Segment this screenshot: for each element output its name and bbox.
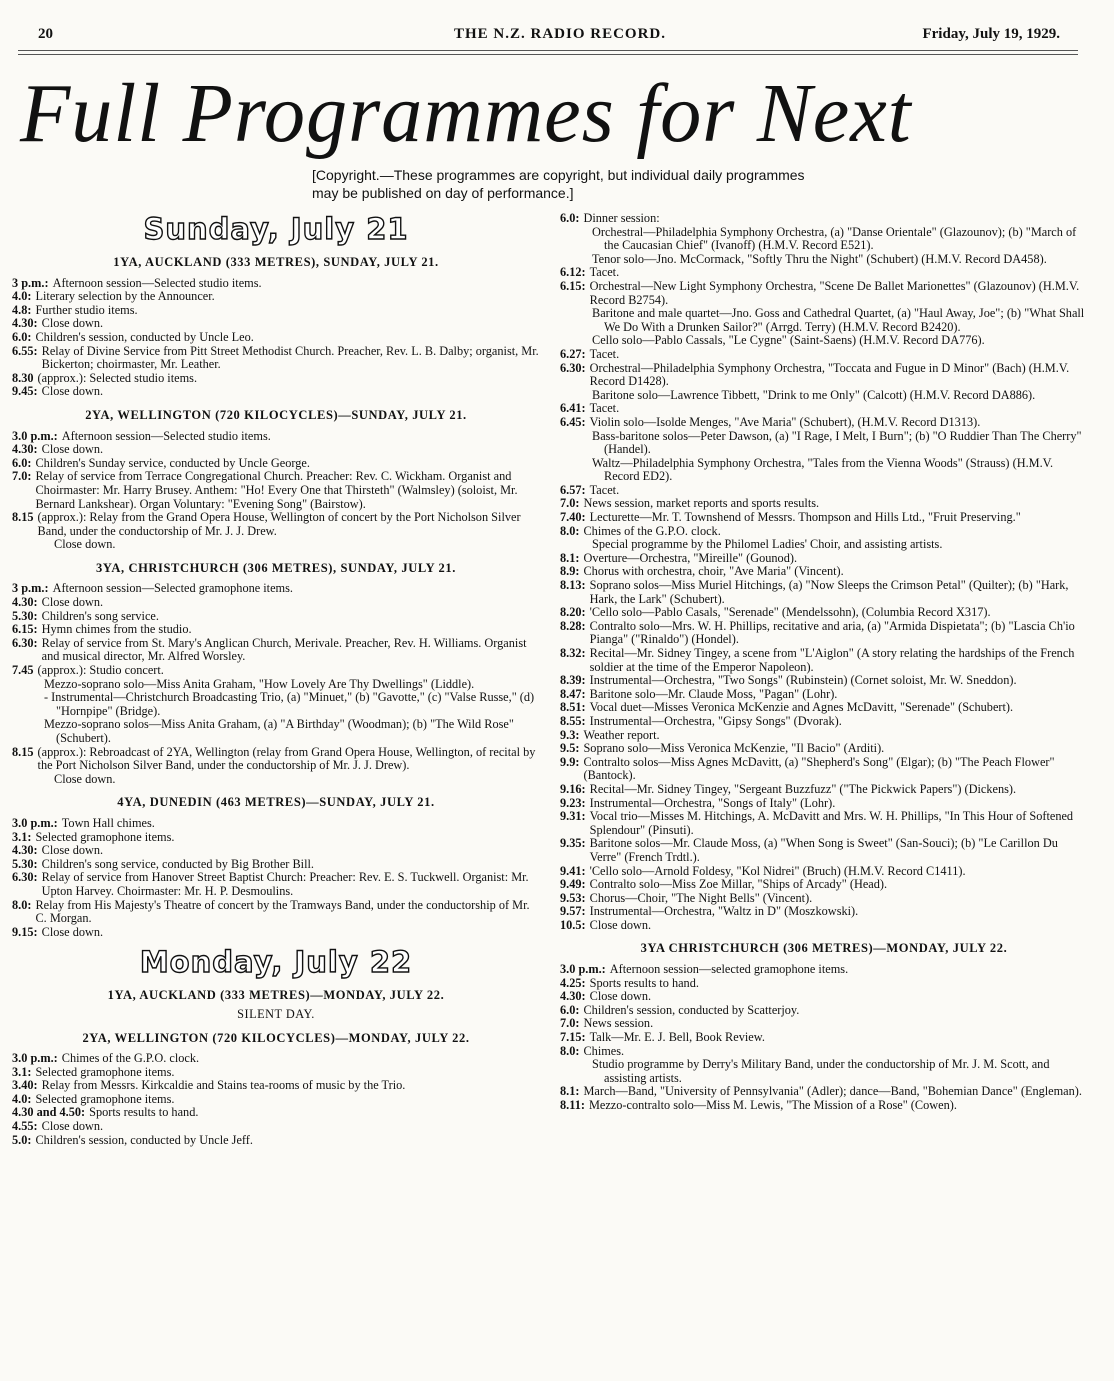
station-schedule <box>12 817 540 939</box>
schedule-time: 6.57: <box>560 482 586 497</box>
schedule-text: (approx.): Selected studio items. <box>37 370 198 385</box>
schedule-item <box>560 266 1088 280</box>
schedule-time: 5.30: <box>12 856 38 871</box>
schedule-line: Close down. <box>54 771 116 786</box>
schedule-time: 9.53: <box>560 890 586 905</box>
schedule-text: News session, market reports and sports results. <box>583 496 820 511</box>
programme-subitem: - Instrumental—Christchurch Broadcasting Trio, (a) "Minuet," (b) "Gavotte," (c) "Valse Russe," (d) "Hornpipe" (Bridge). <box>44 690 535 718</box>
station-title: 3YA, CHRISTCHURCH (306 METRES), SUNDAY, JULY 21. <box>96 560 456 575</box>
programme-subitem: Studio programme by Derry's Military Band, under the conductorship of Mr. J. M. Scott, and assisting artists. <box>592 1057 1050 1085</box>
station-title: 1YA, AUCKLAND (333 METRES)—MONDAY, JULY 22. <box>107 988 445 1003</box>
schedule-text: Selected gramophone items. <box>35 829 175 844</box>
schedule-time: 6.15: <box>560 278 586 293</box>
schedule-item <box>12 470 540 511</box>
programme-subitem: Bass-baritone solos—Peter Dawson, (a) "I Rage, I Melt, I Burn"; (b) "O Ruddier Than The Cherry" (Handel). <box>592 428 1082 457</box>
schedule-time: 5.30: <box>12 608 38 623</box>
schedule-text: Chimes of the G.P.O. clock. <box>583 523 721 538</box>
schedule-item <box>560 525 1088 539</box>
station-title: 2YA, WELLINGTON (720 KILOCYCLES)—MONDAY, JULY 22. <box>82 1030 470 1045</box>
station-schedule <box>560 402 1088 429</box>
schedule-time: 8.15 <box>12 744 34 759</box>
schedule-time: 9.49: <box>560 877 586 892</box>
programme-sublist <box>560 1058 1088 1085</box>
schedule-item <box>560 511 1088 525</box>
schedule-item <box>560 963 1088 977</box>
schedule-text: Lecturette—Mr. T. Townshend of Messrs. Thompson and Hills Ltd., "Fruit Preserving." <box>589 510 1021 525</box>
schedule-text: Tacet. <box>589 482 620 497</box>
schedule-time: 7.45 <box>12 663 34 678</box>
schedule-time: 9.35: <box>560 836 586 851</box>
schedule-time: 6.41: <box>560 401 586 416</box>
schedule-time: 7.0: <box>560 1016 580 1031</box>
schedule-item <box>560 715 1088 729</box>
station-schedule <box>12 1052 540 1147</box>
schedule-time: 9.16: <box>560 781 586 796</box>
page-title: Full Programmes for Next <box>20 67 912 160</box>
schedule-item <box>12 637 540 664</box>
schedule-text: Soprano solo—Miss Veronica McKenzie, "Il Bacio" (Arditi). <box>583 741 885 756</box>
schedule-item <box>560 797 1088 811</box>
programme-subitem: Cello solo—Pablo Cassals, "Le Cygne" (Saint-Saens) (H.M.V. Record DA776). <box>592 333 985 348</box>
schedule-item <box>12 290 540 304</box>
schedule-item <box>560 1045 1088 1059</box>
schedule-item <box>560 756 1088 783</box>
copyright-notice: [Copyright.—These programmes are copyright, but individual daily programmes may be published on day of performance.] <box>312 167 805 201</box>
schedule-item <box>12 430 540 444</box>
schedule-text: Afternoon session—selected gramophone items. <box>609 962 849 977</box>
schedule-item <box>12 385 540 399</box>
schedule-time: 6.30: <box>12 635 38 650</box>
schedule-item <box>12 610 540 624</box>
schedule-item <box>560 783 1088 797</box>
schedule-item <box>12 746 540 773</box>
schedule-text: Recital—Mr. Sidney Tingey, "Sergeant Buzzfuzz" ("The Pickwick Papers") (Dickens). <box>589 781 1017 796</box>
schedule-text: Children's session, conducted by Uncle Leo. <box>35 329 254 344</box>
schedule-text: Baritone solos—Mr. Claude Moss, (a) "When Song is Sweet" (San-Souci); (b) "Le Carillon Du Verre" (French Trdtl.). <box>589 836 1058 864</box>
schedule-text: Close down. <box>589 917 652 932</box>
schedule-time: 3.1: <box>12 1064 32 1079</box>
schedule-time: 4.30: <box>12 442 38 457</box>
schedule-line: Close down. <box>54 537 116 552</box>
schedule-text: Instrumental—Orchestra, "Gipsy Songs" (Dvorak). <box>589 713 842 728</box>
station-schedule <box>560 552 1088 933</box>
schedule-text: Further studio items. <box>35 302 138 317</box>
schedule-item <box>12 304 540 318</box>
station-title: 1YA, AUCKLAND (333 METRES), SUNDAY, JULY 21. <box>113 255 439 269</box>
schedule-text: Sports results to hand. <box>589 975 699 990</box>
station-schedule <box>12 582 540 677</box>
station-schedule <box>12 746 540 773</box>
schedule-time: 10.5: <box>560 917 586 932</box>
schedule-item <box>560 674 1088 688</box>
schedule-time: 6.0: <box>560 211 580 225</box>
schedule-time: 6.45: <box>560 414 586 429</box>
station-schedule <box>560 348 1088 389</box>
schedule-item <box>12 817 540 831</box>
issue-date: Friday, July 19, 1929. <box>922 26 1060 42</box>
schedule-time: 3.1: <box>12 829 32 844</box>
schedule-text: (approx.): Studio concert. <box>37 663 164 678</box>
schedule-text: Close down. <box>41 843 104 858</box>
schedule-item <box>12 1066 540 1080</box>
schedule-item <box>560 402 1088 416</box>
header-rule-2 <box>18 54 1078 55</box>
schedule-time: 4.0: <box>12 289 32 304</box>
programme-subitem: Orchestral—Philadelphia Symphony Orchestra, (a) "Danse Orientale" (Glazounov); (b) "March of the Caucasian Chief" (Ivanoff) (H.M.V. Record E521). <box>592 224 1077 253</box>
schedule-text: Literary selection by the Announcer. <box>35 289 215 304</box>
schedule-text: Talk—Mr. E. J. Bell, Book Review. <box>589 1030 765 1045</box>
schedule-time: 4.30: <box>12 316 38 331</box>
schedule-time: 6.30: <box>560 360 586 375</box>
schedule-text: Contralto solos—Miss Agnes McDavitt, (a) "Shepherd's Song" (Elgar); (b) "The Peach Flower" (Bantock). <box>583 754 1055 783</box>
schedule-item <box>560 837 1088 864</box>
station-schedule <box>560 212 1088 226</box>
schedule-text: Afternoon session—Selected studio items. <box>61 428 271 443</box>
schedule-item <box>560 280 1088 307</box>
schedule-text: Relay of service from St. Mary's Anglican Church, Merivale. Preacher, Rev. H. Williams. Organist and musical director, Mr. Alfred Worsley. <box>41 635 527 664</box>
programme-subitem: Tenor solo—Jno. McCormack, "Softly Thru the Night" (Schubert) (H.M.V. Record DA458). <box>592 251 1047 266</box>
schedule-time: 9.5: <box>560 741 580 756</box>
schedule-text: Tacet. <box>589 401 620 416</box>
schedule-item <box>12 596 540 610</box>
schedule-item <box>12 1120 540 1134</box>
schedule-item <box>560 977 1088 991</box>
schedule-text: Relay of service from Hanover Street Baptist Church: Preacher: Rev. E. S. Tuckwell. Organist: Mr. Upton Harvey. Choirmaster: Mr. H. P. Desmoulins. <box>41 870 529 898</box>
schedule-text: Relay from Messrs. Kirkcaldie and Stains tea-rooms of music by the Trio. <box>41 1078 406 1093</box>
page-header <box>30 26 1090 48</box>
schedule-text: Contralto solo—Miss Zoe Millar, "Ships of Arcady" (Head). <box>589 877 888 892</box>
schedule-time: 9.57: <box>560 904 586 919</box>
schedule-text: Children's song service. <box>41 608 159 623</box>
schedule-item <box>560 552 1088 566</box>
schedule-text: Chimes of the G.P.O. clock. <box>61 1051 200 1066</box>
station-schedule <box>560 963 1088 1058</box>
schedule-text: Chorus with orchestra, choir, "Ave Maria" (Vincent). <box>583 564 844 579</box>
schedule-text: Children's song service, conducted by Big Brother Bill. <box>41 856 314 871</box>
schedule-item <box>12 844 540 858</box>
schedule-time: 4.30: <box>12 843 38 858</box>
schedule-item <box>12 623 540 637</box>
schedule-item <box>12 1052 540 1066</box>
schedule-text: Contralto solo—Mrs. W. H. Phillips, recitative and aria, (a) "Armida Dispietata"; (b) "Lascia Ch'io Pianga" ("Rinaldo") (Hondel). <box>589 618 1075 647</box>
schedule-item <box>12 664 540 678</box>
schedule-text: News session. <box>583 1016 654 1031</box>
schedule-time: 8.0: <box>560 523 580 538</box>
programme-subitem: Mezzo-soprano solo—Miss Anita Graham, "How Lovely Are Thy Dwellings" (Liddle). <box>44 676 475 691</box>
station-schedule <box>12 430 540 539</box>
programme-sublist <box>560 430 1088 484</box>
schedule-time: 4.30: <box>12 595 38 610</box>
schedule-text: Close down. <box>41 1119 104 1134</box>
schedule-time: 3 p.m.: <box>12 275 49 290</box>
schedule-time: 7.0: <box>560 496 580 511</box>
schedule-item <box>12 511 540 538</box>
schedule-item <box>560 606 1088 620</box>
schedule-text: Recital—Mr. Sidney Tingey, a scene from "L'Aiglon" (A story relating the hardships of the French soldier at the time of the Emperor Napoleon). <box>589 646 1075 674</box>
station-schedule <box>560 1085 1088 1112</box>
schedule-text: Soprano solos—Miss Muriel Hitchings, (a) "Now Sleeps the Crimson Petal" (Quilter); (b) "Hark, Hark, the Lark" (Schubert). <box>589 578 1069 606</box>
schedule-text: March—Band, "University of Pennsylvania" (Adler); dance—Band, "Bohemian Dance" (Engleman). <box>583 1084 1082 1099</box>
schedule-time: 8.11: <box>560 1098 585 1112</box>
right-column <box>560 212 1088 1113</box>
schedule-item <box>12 1106 540 1120</box>
programme-sublist <box>560 226 1088 267</box>
schedule-item <box>560 810 1088 837</box>
schedule-time: 8.30 <box>12 370 34 385</box>
schedule-time: 7.40: <box>560 510 586 525</box>
schedule-time: 8.55: <box>560 713 586 728</box>
programme-sublist <box>560 538 1088 552</box>
schedule-item <box>560 878 1088 892</box>
schedule-text: Mezzo-contralto solo—Miss M. Lewis, "The Mission of a Rose" (Cowen). <box>588 1098 957 1112</box>
schedule-text: Tacet. <box>589 265 620 280</box>
schedule-text: Hymn chimes from the studio. <box>41 622 192 637</box>
schedule-text: Instrumental—Orchestra, "Songs of Italy" (Lohr). <box>589 795 836 810</box>
schedule-item <box>560 416 1088 430</box>
schedule-item <box>12 871 540 898</box>
schedule-item <box>12 372 540 386</box>
schedule-item <box>560 1085 1088 1099</box>
schedule-item <box>560 497 1088 511</box>
schedule-item <box>560 1004 1088 1018</box>
schedule-text: Violin solo—Isolde Menges, "Ave Maria" (Schubert), (H.M.V. Record D1313). <box>589 414 981 429</box>
schedule-item <box>12 277 540 291</box>
schedule-item <box>560 647 1088 674</box>
schedule-time: 8.15 <box>12 510 34 525</box>
schedule-text: Sports results to hand. <box>89 1105 199 1120</box>
schedule-text: Tacet. <box>589 346 620 361</box>
station-title: 3YA CHRISTCHURCH (306 METRES)—MONDAY, JULY 22. <box>640 941 1008 956</box>
programme-subitem: Baritone solo—Lawrence Tibbett, "Drink to me Only" (Calcott) (H.M.V. Record DA886). <box>592 387 1036 402</box>
schedule-time: 9.23: <box>560 795 586 810</box>
schedule-time: 3.0 p.m.: <box>12 428 58 443</box>
page-number: 20 <box>38 26 53 42</box>
schedule-time: 8.0: <box>560 1043 580 1058</box>
station-schedule <box>560 266 1088 307</box>
schedule-time: 6.55: <box>12 343 38 358</box>
schedule-text: Chimes. <box>583 1043 625 1058</box>
schedule-text: Relay from His Majesty's Theatre of concert by the Tramways Band, under the conductorship of Mr. C. Morgan. <box>35 897 530 926</box>
schedule-time: 3 p.m.: <box>12 581 49 596</box>
masthead: THE N.Z. RADIO RECORD. <box>453 26 667 42</box>
schedule-text: Selected gramophone items. <box>35 1091 175 1106</box>
schedule-time: 3.40: <box>12 1078 38 1093</box>
schedule-item <box>12 582 540 596</box>
schedule-time: 9.45: <box>12 384 38 399</box>
programme-sublist <box>560 389 1088 403</box>
schedule-text: Children's session, conducted by Uncle Jeff. <box>35 1132 253 1147</box>
schedule-time: 4.8: <box>12 302 32 317</box>
schedule-item <box>560 919 1088 933</box>
schedule-text: Afternoon session—Selected gramophone items. <box>52 581 293 596</box>
schedule-item <box>560 742 1088 756</box>
schedule-text: 'Cello solo—Pablo Casals, "Serenade" (Mendelssohn), (Columbia Record X317). <box>589 605 991 620</box>
schedule-time: 8.0: <box>12 897 32 912</box>
schedule-text: Orchestral—Philadelphia Symphony Orchestra, "Toccata and Fugue in D Minor" (Bach) (H.M.V. Record D1428). <box>589 360 1070 389</box>
station-title: 2YA, WELLINGTON (720 KILOCYCLES)—SUNDAY, JULY 21. <box>85 407 467 422</box>
programme-subitem: Waltz—Philadelphia Symphony Orchestra, "Tales from the Vienna Woods" (Strauss) (H.M.V. Record ED2). <box>592 455 1054 484</box>
schedule-text: Close down. <box>41 924 104 939</box>
schedule-text: Baritone solo—Mr. Claude Moss, "Pagan" (Lohr). <box>589 686 838 701</box>
programme-subitem: Mezzo-soprano solos—Miss Anita Graham, (a) "A Birthday" (Woodman); (b) "The Wild Rose" (Schubert). <box>44 717 514 745</box>
programme-sublist <box>12 678 540 746</box>
schedule-time: 6.30: <box>12 870 38 885</box>
schedule-text: Close down. <box>41 384 104 399</box>
schedule-item <box>560 688 1088 702</box>
schedule-item <box>560 484 1088 498</box>
schedule-text: Vocal trio—Misses M. Hitchings, A. McDavitt and Mrs. W. H. Phillips, "In This Hour of Softened Splendour" (Pinsuti). <box>589 809 1074 837</box>
schedule-text: Weather report. <box>583 727 660 742</box>
schedule-time: 8.28: <box>560 618 586 633</box>
schedule-text: Relay of Divine Service from Pitt Street Methodist Church. Preacher, Rev. L. B. Dalby; organist, Mr. Bickerton; choirmaster, Mr. Leather. <box>41 343 539 372</box>
schedule-time: 6.15: <box>12 622 38 637</box>
schedule-item <box>12 1093 540 1107</box>
schedule-item <box>560 729 1088 743</box>
schedule-text: Close down. <box>41 442 104 457</box>
schedule-text: Close down. <box>589 989 652 1004</box>
schedule-text: Orchestral—New Light Symphony Orchestra, "Scene De Ballet Marionettes" (Glazounov) (H.M.V. Record B2754). <box>589 278 1080 307</box>
day-heading-monday: Monday, July 22 <box>139 945 413 980</box>
schedule-time: 9.31: <box>560 809 586 824</box>
schedule-text: Children's session, conducted by Scatterjoy. <box>583 1002 800 1017</box>
schedule-item <box>12 331 540 345</box>
schedule-item <box>12 443 540 457</box>
schedule-time: 9.9: <box>560 754 580 769</box>
schedule-time: 5.0: <box>12 1132 32 1147</box>
schedule-time: 8.9: <box>560 564 580 579</box>
schedule-text: (approx.): Rebroadcast of 2YA, Wellington (relay from Grand Opera House, Wellington, of recital by the Port Nicholson Silver Band, under the conductorship of Mr. J. J. Drew). <box>37 744 536 773</box>
schedule-item <box>560 1031 1088 1045</box>
schedule-time: 7.15: <box>560 1030 586 1045</box>
schedule-time: 9.3: <box>560 727 580 742</box>
schedule-item <box>12 926 540 940</box>
schedule-item <box>12 858 540 872</box>
schedule-time: 6.12: <box>560 265 586 280</box>
schedule-text: Relay of service from Terrace Congregational Church. Preacher: Rev. C. Wickham. Organist and Choirmaster: Mr. Harry Brusey. Anthem: "Ho! Every One that Thirsteth" (Walmsley) (soloist, Mr. Bernard Lankshear). Organ Voluntary: "Evening Song" (Bairstow). <box>35 469 518 511</box>
schedule-item <box>560 701 1088 715</box>
schedule-time: 8.51: <box>560 700 586 715</box>
programme-sublist <box>560 307 1088 348</box>
schedule-text: Children's Sunday service, conducted by Uncle George. <box>35 455 310 470</box>
schedule-time: 6.27: <box>560 346 586 361</box>
schedule-text: Afternoon session—Selected studio items. <box>52 275 262 290</box>
schedule-time: 6.0: <box>560 1002 580 1017</box>
schedule-text: Town Hall chimes. <box>61 815 155 830</box>
schedule-time: 9.41: <box>560 863 586 878</box>
left-column <box>12 212 540 1147</box>
header-rule <box>18 50 1078 51</box>
schedule-time: 7.0: <box>12 469 32 484</box>
station-schedule <box>12 277 540 399</box>
schedule-item <box>12 1079 540 1093</box>
schedule-text: Dinner session: <box>583 211 660 225</box>
schedule-item <box>12 345 540 372</box>
schedule-item <box>560 362 1088 389</box>
schedule-text: Overture—Orchestra, "Mireille" (Gounod). <box>583 550 798 565</box>
schedule-item <box>12 457 540 471</box>
schedule-text: (approx.): Relay from the Grand Opera House, Wellington of concert by the Port Nicholson Silver Band, under the conductorship of Mr. J. J. Drew. <box>37 510 521 538</box>
schedule-text: Close down. <box>41 316 104 331</box>
day-heading-sunday: Sunday, July 21 <box>143 212 409 246</box>
schedule-item <box>12 899 540 926</box>
schedule-time: 8.1: <box>560 1084 580 1099</box>
schedule-time: 6.0: <box>12 329 32 344</box>
schedule-time: 8.13: <box>560 578 586 593</box>
schedule-text: Instrumental—Orchestra, "Waltz in D" (Moszkowski). <box>589 904 859 919</box>
schedule-item <box>560 892 1088 906</box>
schedule-time: 9.15: <box>12 924 38 939</box>
schedule-time: 8.20: <box>560 605 586 620</box>
schedule-time: 4.30: <box>560 989 586 1004</box>
programme-subitem: Special programme by the Philomel Ladies' Choir, and assisting artists. <box>592 537 943 552</box>
schedule-time: 8.1: <box>560 550 580 565</box>
schedule-time: 8.39: <box>560 673 586 688</box>
schedule-time: 4.0: <box>12 1091 32 1106</box>
schedule-text: 'Cello solo—Arnold Foldesy, "Kol Nidrei" (Bruch) (H.M.V. Record C1411). <box>589 863 966 878</box>
programme-subitem: Baritone and male quartet—Jno. Goss and Cathedral Quartet, (a) "Haul Away, Joe"; (b) "What Shall We Do With a Drunken Sailor?" (Arrgd. Terry) (H.M.V. Record B2420). <box>592 306 1085 334</box>
schedule-item <box>560 905 1088 919</box>
schedule-time: 6.0: <box>12 455 32 470</box>
schedule-text: Vocal duet—Misses Veronica McKenzie and Agnes McDavitt, "Serenade" (Schubert). <box>589 700 1014 715</box>
schedule-item <box>560 990 1088 1004</box>
schedule-time: 4.30 and 4.50: <box>12 1105 86 1120</box>
schedule-text: Selected gramophone items. <box>35 1064 175 1079</box>
schedule-item <box>12 831 540 845</box>
schedule-time: 3.0 p.m.: <box>12 1051 58 1066</box>
schedule-item <box>560 348 1088 362</box>
schedule-item <box>560 1099 1088 1113</box>
schedule-item <box>560 579 1088 606</box>
schedule-item <box>12 317 540 331</box>
schedule-time: 4.25: <box>560 975 586 990</box>
schedule-time: 8.47: <box>560 686 586 701</box>
schedule-time: 8.32: <box>560 646 586 660</box>
station-title: 4YA, DUNEDIN (463 METRES)—SUNDAY, JULY 21. <box>117 795 435 810</box>
schedule-text: Instrumental—Orchestra, "Two Songs" (Rubinstein) (Cornet soloist, Mr. W. Sneddon). <box>589 673 1017 688</box>
schedule-time: 3.0 p.m.: <box>12 815 58 830</box>
station-note: SILENT DAY. <box>237 1006 315 1021</box>
schedule-item <box>560 865 1088 879</box>
schedule-item <box>560 620 1088 647</box>
schedule-time: 3.0 p.m.: <box>560 962 606 977</box>
schedule-item <box>560 565 1088 579</box>
schedule-time: 4.55: <box>12 1119 38 1134</box>
schedule-text: Close down. <box>41 595 104 610</box>
station-schedule <box>560 484 1088 538</box>
schedule-item <box>560 1017 1088 1031</box>
schedule-text: Chorus—Choir, "The Night Bells" (Vincent). <box>589 890 813 905</box>
schedule-item <box>560 212 1088 226</box>
schedule-item <box>12 1134 540 1148</box>
